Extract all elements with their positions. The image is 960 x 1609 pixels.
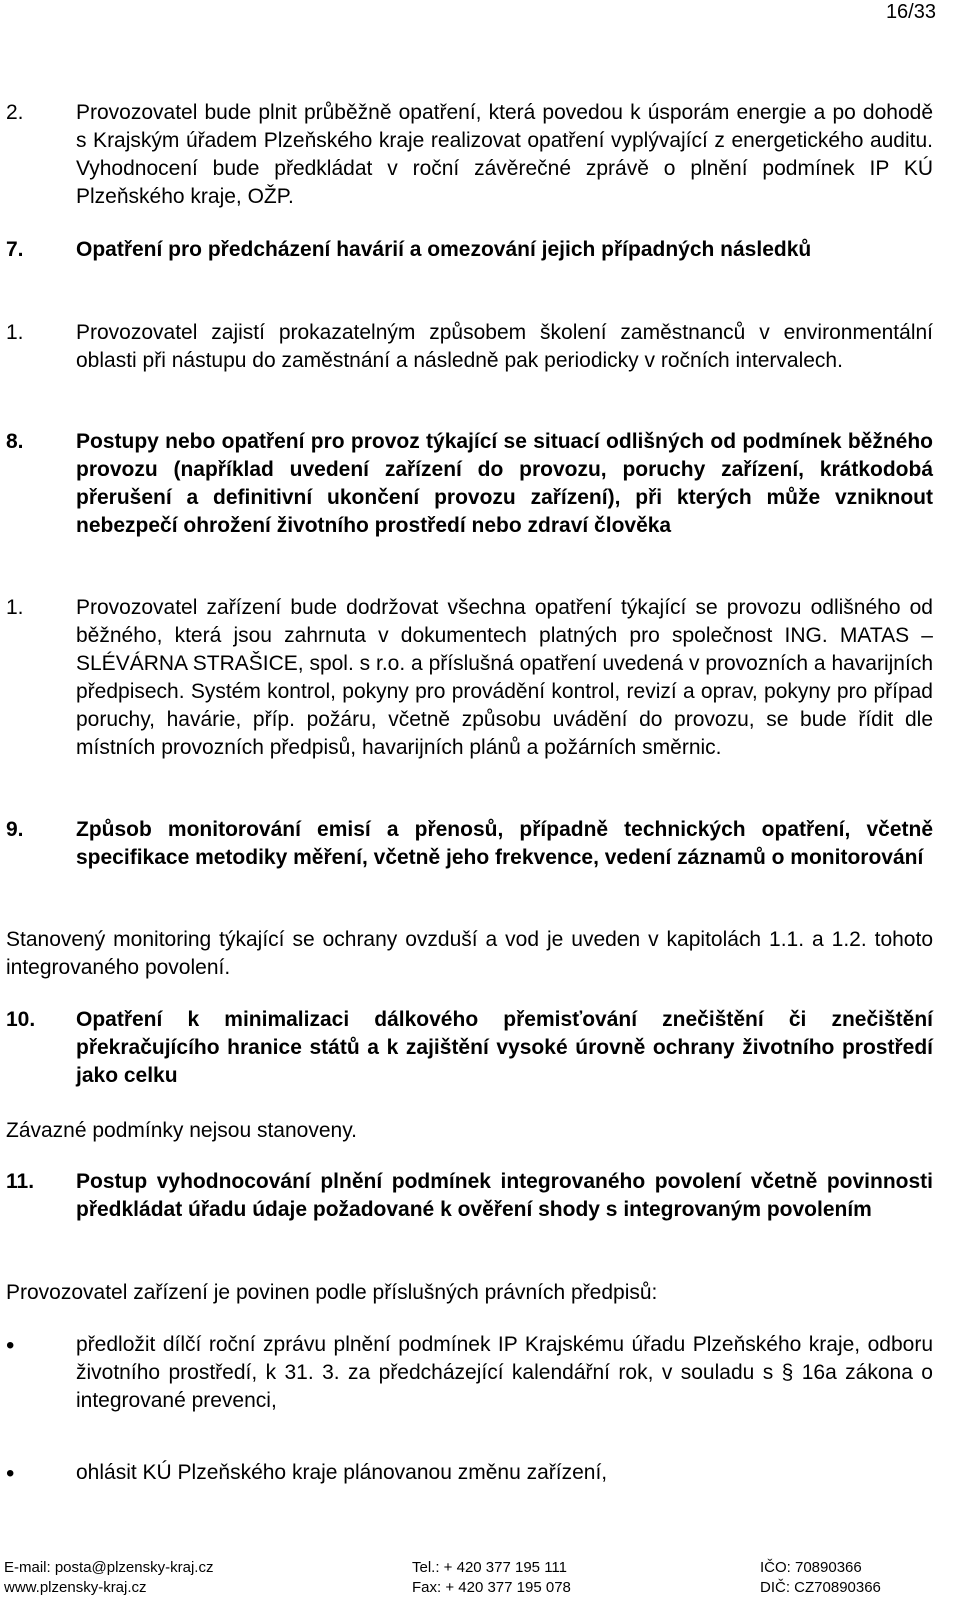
- section-number: 8.: [6, 430, 24, 453]
- section-heading-evaluation: Postup vyhodnocování plnění podmínek integrovaného povolení včetně povinnosti předkládat úřadu údaje požadované k ověření shody s integrovaným povolením: [76, 1170, 933, 1221]
- bullet-item-notify-change: ohlásit KÚ Plzeňského kraje plánovanou změnu zařízení,: [76, 1461, 608, 1484]
- section-heading-non-standard-operation: Postupy nebo opatření pro provoz týkající se situací odlišných od podmínek běžného provozu (například uvedení zařízení do provozu, poruchy zařízení, krátkodobá přerušení a definitivní ukončení provozu zařízení), při kterých může vzniknout nebezpečí ohrožení životního prostředí nebo zdraví člověka: [76, 430, 933, 537]
- page-number: 16/33: [885, 1, 936, 23]
- item-number: 1.: [6, 321, 24, 344]
- footer-email: E-mail: posta@plzensky-kraj.cz: [4, 1559, 214, 1576]
- paragraph-monitoring: Stanovený monitoring týkající se ochrany ovzduší a vod je uveden v kapitolách 1.1. a 1.2. tohoto integrovaného povolení.: [6, 928, 933, 979]
- paragraph-intro: Provozovatel zařízení je povinen podle příslušných právních předpisů:: [6, 1281, 658, 1304]
- bullet-marker: •: [6, 1332, 15, 1359]
- footer-tel: Tel.: + 420 377 195 111: [412, 1559, 567, 1576]
- section-heading-monitoring: Způsob monitorování emisí a přenosů, případně technických opatření, včetně specifikace metodiky měření, včetně jeho frekvence, vedení záznamů o monitorování: [76, 818, 933, 869]
- footer-ico: IČO: 70890366: [760, 1559, 862, 1576]
- section-number: 7.: [6, 238, 24, 261]
- bullet-marker: •: [6, 1460, 15, 1487]
- paragraph-no-conditions: Závazné podmínky nejsou stanoveny.: [6, 1119, 357, 1142]
- section-number: 11.: [6, 1170, 35, 1193]
- footer-web: www.plzensky-kraj.cz: [4, 1579, 147, 1596]
- paragraph-energy-savings: Provozovatel bude plnit průběžně opatření, která povedou k úsporám energie a po dohodě s Krajským úřadem Plzeňského kraje realizovat opatření vyplývající z energetického auditu. Vyhodnocení bude předkládat v roční závěrečné zprávě o plnění podmínek IP KÚ Plzeňského kraje, OŽP.: [76, 101, 933, 208]
- item-number: 1.: [6, 596, 24, 619]
- section-number: 10.: [6, 1008, 36, 1031]
- paragraph-staff-training: Provozovatel zajistí prokazatelným způsobem školení zaměstnanců v environmentální oblasti při nástupu do zaměstnání a následně pak periodicky v ročních intervalech.: [76, 321, 933, 372]
- bullet-item-annual-report: předložit dílčí roční zprávu plnění podmínek IP Krajskému úřadu Plzeňského kraje, odboru životního prostředí, k 31. 3. za předcházející kalendářní rok, v souladu s § 16a zákona o integrované prevenci,: [76, 1333, 933, 1412]
- section-number: 9.: [6, 818, 24, 841]
- item-number: 2.: [6, 101, 24, 124]
- paragraph-operating-measures: Provozovatel zařízení bude dodržovat všechna opatření týkající se provozu odlišného od běžného, která jsou zahrnuta v dokumentech platných pro společnost ING. MATAS – SLÉVÁRNA STRAŠICE, spol. s r.o. a příslušná opatření uvedená v provozních a havarijních předpisech. Systém kontrol, pokyny pro provádění kontrol, revizí a oprav, pokyny pro případ poruchy, havárie, příp. požáru, včetně způsobu uvádění do provozu, se bude řídit dle místních provozních předpisů, havarijních plánů a požárních směrnic.: [76, 596, 933, 759]
- page-footer: [0, 1558, 960, 1609]
- footer-fax: Fax: + 420 377 195 078: [412, 1579, 571, 1596]
- footer-dic: DIČ: CZ70890366: [760, 1579, 881, 1596]
- section-heading-pollution-transfer: Opatření k minimalizaci dálkového přemisťování znečištění či znečištění překračujícího hranice států a k zajištění vysoké úrovně ochrany životního prostředí jako celku: [76, 1008, 933, 1087]
- section-heading-accident-prevention: Opatření pro předcházení havárií a omezování jejich případných následků: [76, 238, 812, 261]
